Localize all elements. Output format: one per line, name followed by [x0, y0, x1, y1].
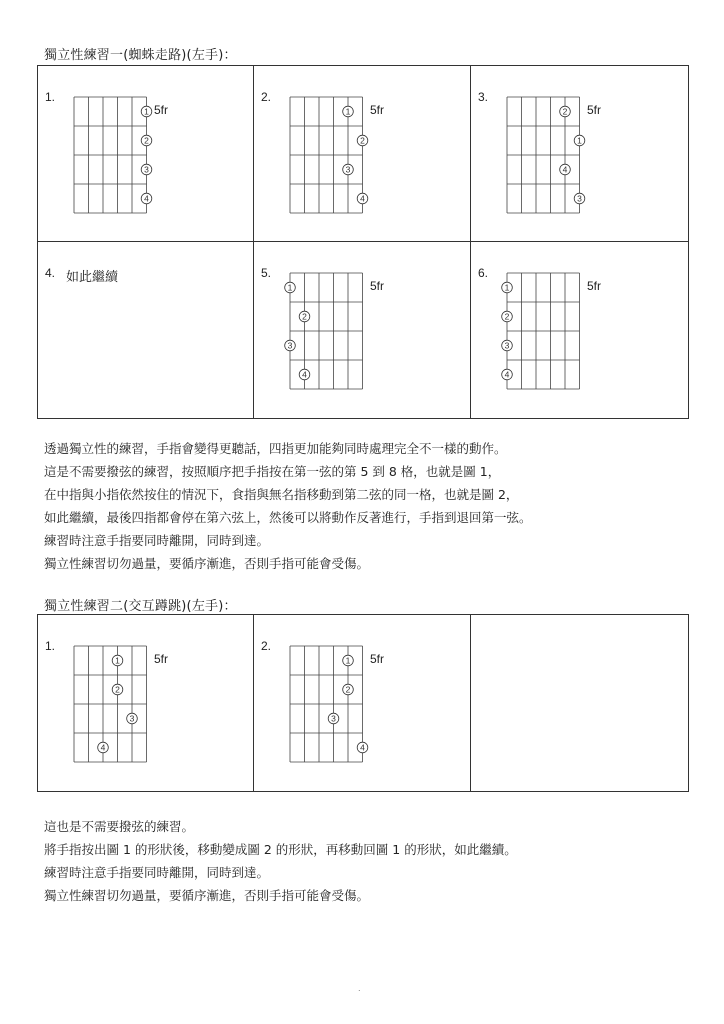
finger-number: 2	[562, 106, 568, 117]
finger-marker	[357, 135, 368, 146]
finger-marker	[574, 135, 585, 146]
fret-position-label: 5fr	[154, 652, 169, 666]
chord-chart	[73, 96, 148, 214]
finger-marker	[127, 713, 138, 724]
finger-number: 3	[144, 164, 149, 175]
finger-marker	[574, 193, 585, 204]
chord-chart	[73, 645, 148, 763]
diagram-note: 如此繼續	[66, 270, 119, 285]
finger-marker	[285, 340, 296, 351]
finger-number: 3	[504, 340, 510, 351]
finger-marker	[112, 684, 123, 695]
chord-chart	[289, 645, 364, 763]
chord-chart	[289, 272, 364, 390]
paragraph-line: 獨立性練習切勿過量，要循序漸進，否則手指可能會受傷。	[44, 556, 370, 571]
finger-number: 1	[287, 282, 293, 293]
finger-marker	[141, 135, 152, 146]
paragraph-line: 這是不需要撥弦的練習，按照順序把手指按在第一弦的第 5 到 8 格，也就是圖 1，	[44, 464, 501, 479]
finger-marker	[299, 311, 310, 322]
finger-marker	[343, 655, 354, 666]
exercise2-diagram-table	[37, 614, 689, 792]
exercise1-diagram-table	[37, 65, 689, 419]
exercise1-description	[44, 437, 532, 575]
finger-number: 2	[144, 135, 149, 146]
paragraph-line: 如此繼續，最後四指都會停在第六弦上，然後可以將動作反著進行，手指到退回第一弦。	[44, 510, 532, 525]
finger-marker	[285, 282, 296, 293]
exercise2-title: 獨立性練習二(交互蹲跳)(左手)：	[44, 599, 237, 614]
finger-number: 2	[504, 311, 510, 322]
finger-number: 3	[577, 193, 582, 204]
diagram-cell	[254, 242, 471, 418]
finger-marker	[343, 684, 354, 695]
finger-marker	[98, 742, 109, 753]
finger-marker	[141, 193, 152, 204]
finger-marker	[502, 369, 513, 380]
finger-marker	[560, 164, 571, 175]
paragraph-line: 在中指與小指依然按住的情況下，食指與無名指移動到第二弦的同一格，也就是圖 2，	[44, 487, 519, 502]
chord-chart	[289, 96, 364, 214]
finger-number: 4	[360, 742, 365, 753]
finger-number: 3	[287, 340, 293, 351]
finger-number: 4	[302, 369, 307, 380]
finger-number: 2	[360, 135, 365, 146]
finger-marker	[560, 106, 571, 117]
diagram-cell	[38, 66, 254, 242]
diagram-number: 2.	[261, 90, 272, 104]
paragraph-line: 透過獨立性的練習，手指會變得更聽話，四指更加能夠同時處理完全不一樣的動作。	[44, 441, 507, 456]
diagram-cell	[254, 66, 471, 242]
finger-number: 3	[345, 164, 351, 175]
chord-chart	[506, 272, 581, 390]
diagram-number: 5.	[261, 266, 272, 280]
finger-marker	[502, 311, 513, 322]
exercise1-title: 獨立性練習一(蜘蛛走路)(左手)：	[44, 48, 237, 63]
finger-marker	[502, 340, 513, 351]
fret-position-label: 5fr	[587, 279, 602, 293]
finger-number: 3	[129, 713, 135, 724]
finger-number: 1	[577, 135, 582, 146]
fret-position-label: 5fr	[370, 652, 385, 666]
finger-marker	[357, 742, 368, 753]
finger-number: 4	[144, 193, 149, 204]
chord-chart	[506, 96, 581, 214]
exercise2-description	[44, 815, 517, 907]
diagram-cell	[471, 242, 688, 418]
paragraph-line: 獨立性練習切勿過量，要循序漸進，否則手指可能會受傷。	[44, 888, 370, 903]
diagram-number: 3.	[478, 90, 489, 104]
finger-number: 1	[504, 282, 510, 293]
fret-position-label: 5fr	[587, 103, 602, 117]
finger-number: 2	[115, 684, 120, 695]
finger-marker	[141, 106, 152, 117]
fret-position-label: 5fr	[370, 279, 385, 293]
finger-number: 4	[360, 193, 365, 204]
footer-mark: .	[358, 984, 361, 993]
finger-marker	[357, 193, 368, 204]
diagram-cell	[471, 615, 688, 791]
finger-number: 1	[144, 106, 149, 117]
finger-number: 4	[504, 369, 510, 380]
paragraph-line: 練習時注意手指要同時離開，同時到達。	[44, 865, 270, 880]
finger-marker	[343, 106, 354, 117]
fret-position-label: 5fr	[370, 103, 385, 117]
finger-marker	[299, 369, 310, 380]
paragraph-line: 這也是不需要撥弦的練習。	[44, 819, 195, 834]
paragraph-line: 將手指按出圖 1 的形狀後，移動變成圖 2 的形狀，再移動回圖 1 的形狀，如此繼續。	[44, 842, 517, 857]
diagram-number: 4.	[45, 266, 56, 280]
diagram-cell	[38, 615, 254, 791]
finger-marker	[343, 164, 354, 175]
finger-number: 4	[562, 164, 568, 175]
finger-number: 2	[345, 684, 351, 695]
finger-number: 1	[115, 655, 120, 666]
finger-number: 2	[302, 311, 307, 322]
finger-marker	[112, 655, 123, 666]
finger-number: 4	[100, 742, 106, 753]
finger-number: 1	[345, 655, 351, 666]
diagram-number: 6.	[478, 266, 489, 280]
diagram-number: 1.	[45, 90, 56, 104]
fret-position-label: 5fr	[154, 103, 169, 117]
finger-number: 1	[345, 106, 351, 117]
finger-marker	[502, 282, 513, 293]
diagram-number: 2.	[261, 639, 272, 653]
diagram-cell	[471, 66, 688, 242]
diagram-number: 1.	[45, 639, 56, 653]
diagram-cell	[254, 615, 471, 791]
diagram-cell	[38, 242, 254, 418]
finger-marker	[328, 713, 339, 724]
finger-number: 3	[331, 713, 336, 724]
finger-marker	[141, 164, 152, 175]
paragraph-line: 練習時注意手指要同時離開，同時到達。	[44, 533, 270, 548]
